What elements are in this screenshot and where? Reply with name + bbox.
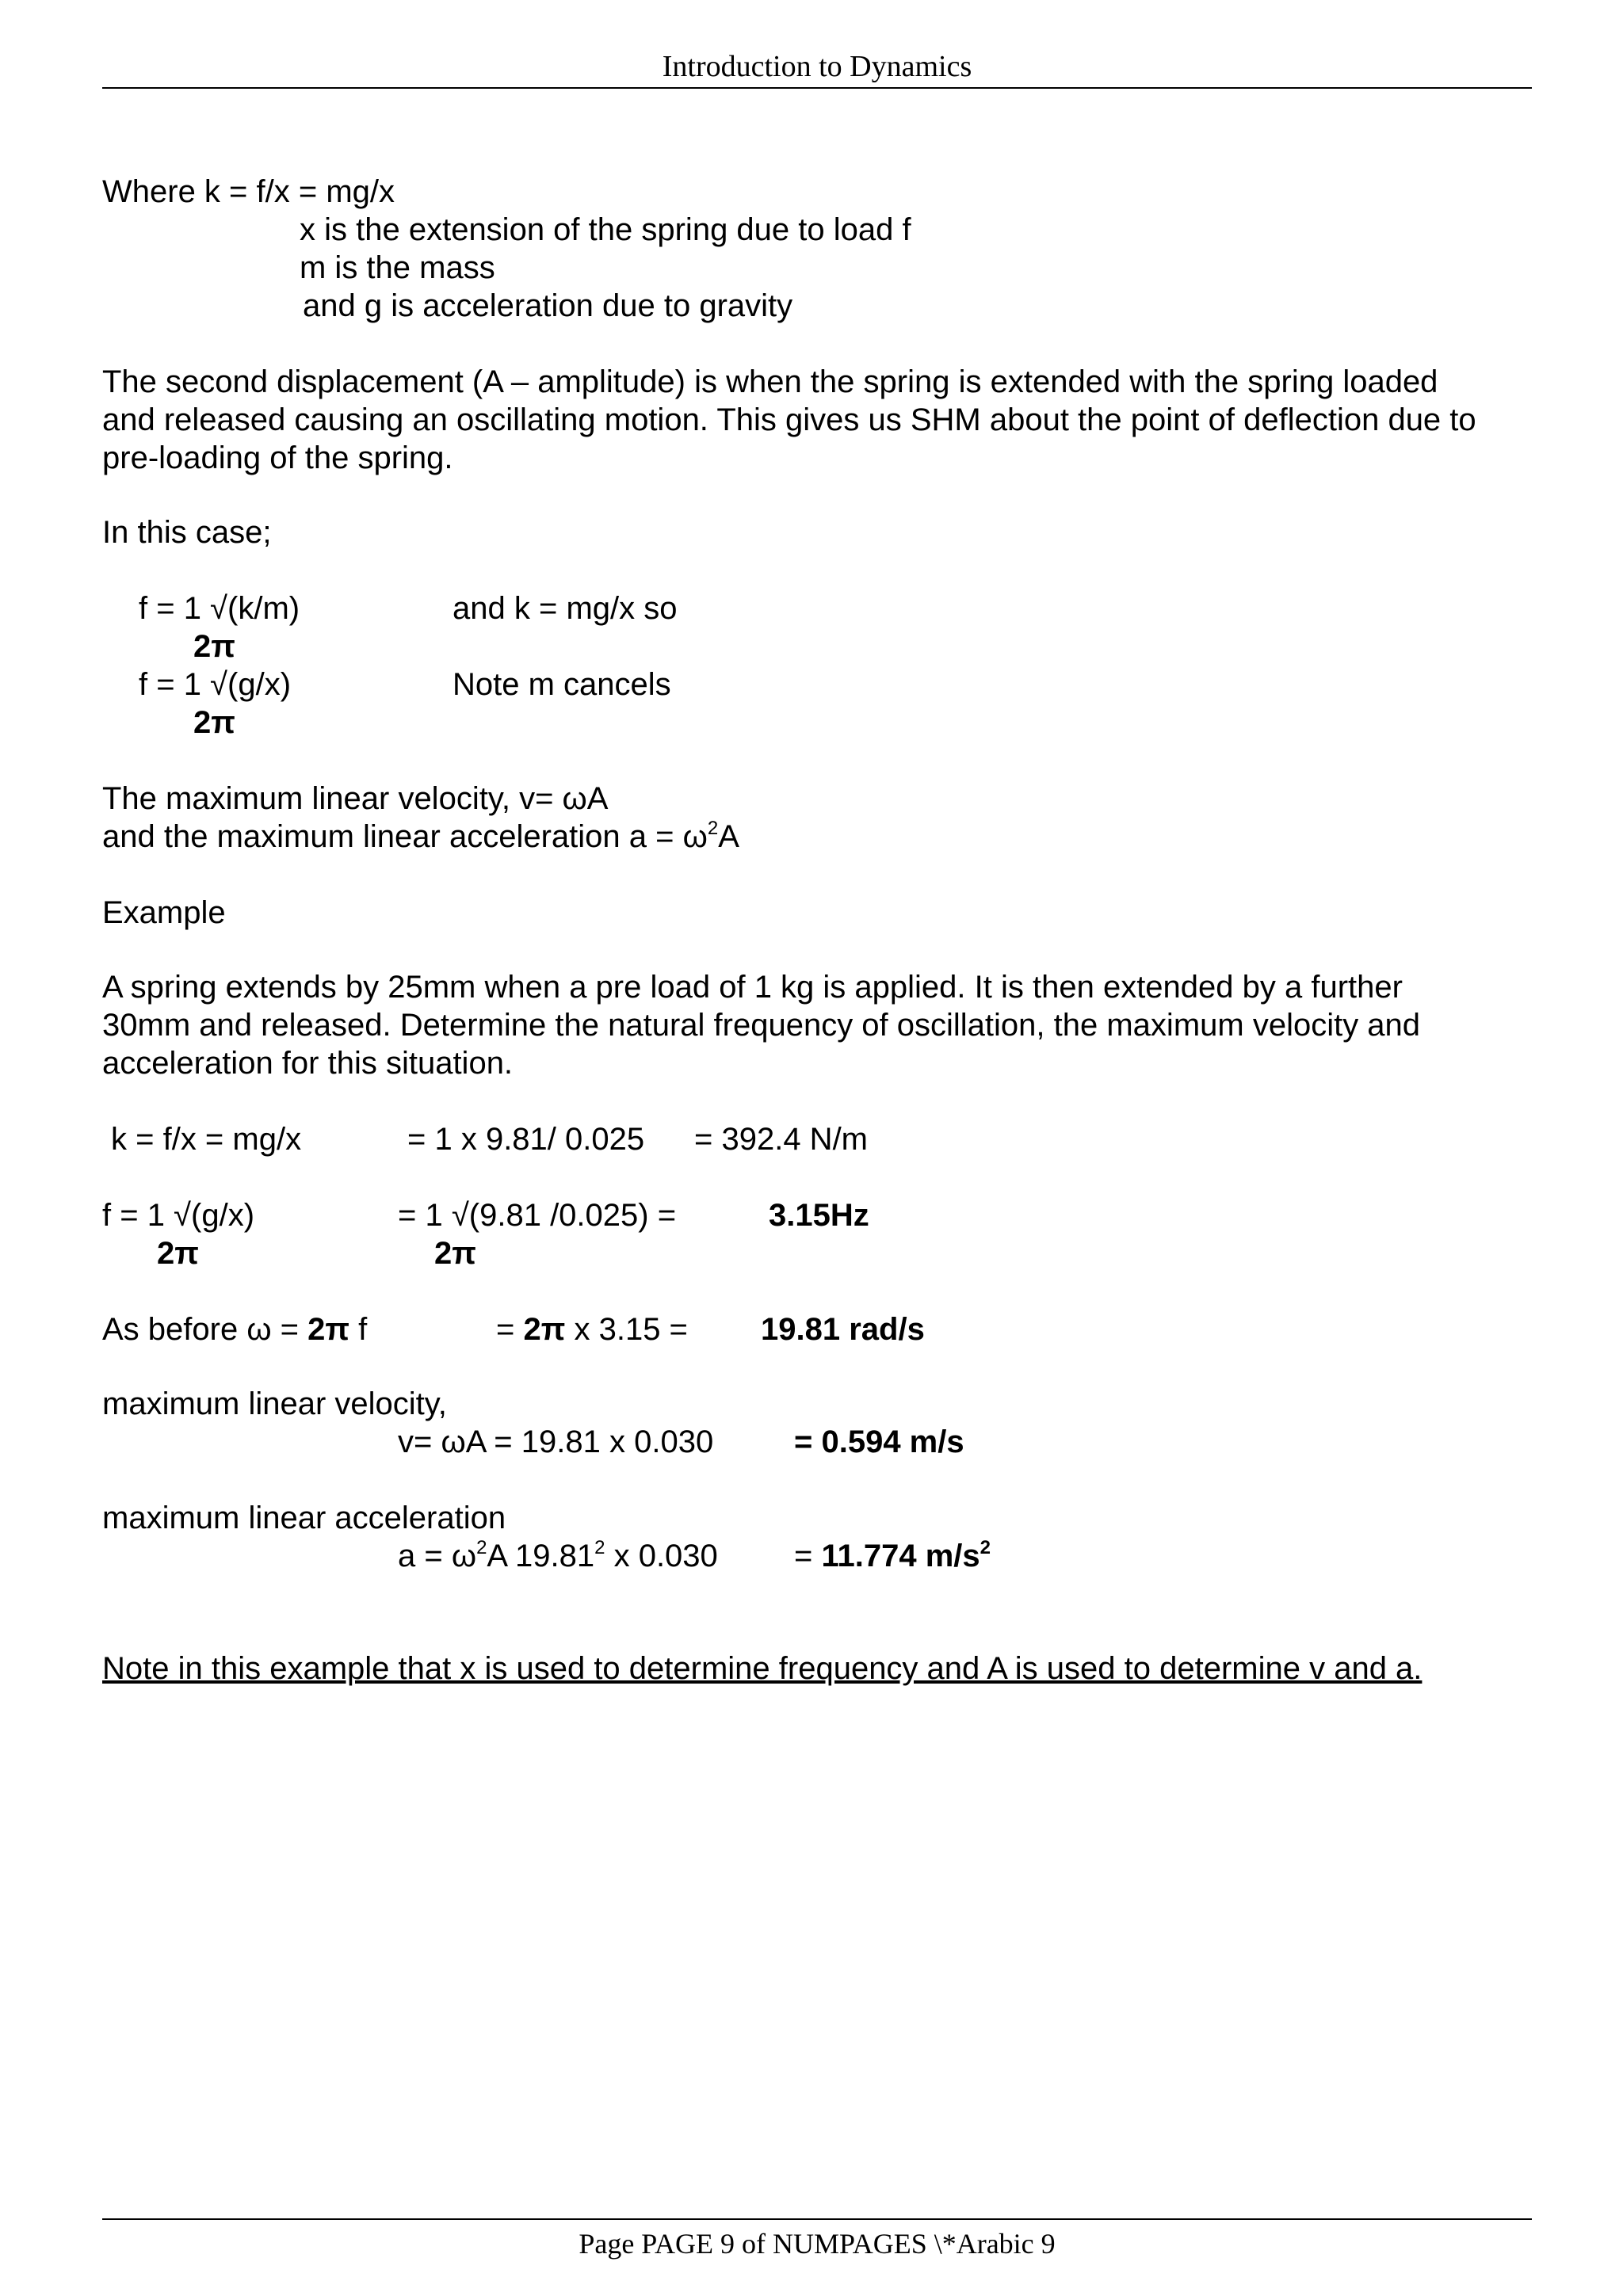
velocity-line: The maximum linear velocity, v= ωA — [102, 781, 609, 816]
two-pi-denominator: 2π — [193, 705, 235, 740]
calc-k-result: = 392.4 N/m — [694, 1122, 869, 1157]
formula-f-gx: f = 1 √(g/x) — [139, 667, 292, 702]
calc-accel-result: = 11.774 $m/s^2$ — [794, 1537, 991, 1573]
acceleration-line: and the maximum linear acceleration $a = \omega^2A$ — [102, 818, 739, 854]
calc-omega: As before ω = 2π f — [102, 1312, 368, 1347]
calc-k-value: = 1 x 9.81/ 0.025 — [407, 1122, 645, 1157]
two-pi-denominator: 2π — [193, 629, 235, 664]
formula-note-k: and k = mg/x so — [453, 591, 678, 626]
calc-velocity-eq: v= ωA = 19.81 x 0.030 — [398, 1425, 714, 1459]
paragraph-line: A spring extends by 25mm when a pre load of 1 kg is applied. It is then extended by a further — [102, 970, 1403, 1005]
paragraph-line: pre-loading of the spring. — [102, 441, 453, 475]
paragraph-displacement — [102, 363, 1537, 477]
calc-omega-value: = 2π x 3.15 = — [496, 1312, 688, 1347]
calc-accel-eq: $a = \omega^2A$ 19.81$^2$ x 0.030 — [398, 1537, 718, 1573]
calc-accel-label: maximum linear acceleration — [102, 1501, 506, 1535]
two-pi-denominator: 2π — [434, 1236, 476, 1271]
paragraph-line: and released causing an oscillating motion. This gives us SHM about the point of deflection due to — [102, 402, 1476, 437]
header-title: Introduction to Dynamics — [662, 50, 972, 83]
example-paragraph — [102, 968, 1537, 1082]
def-line-4: and g is acceleration due to gravity — [303, 288, 793, 323]
page-header — [102, 46, 1532, 89]
def-line-1: Where k = f/x = mg/x — [102, 174, 395, 209]
calc-k: k = f/x = mg/x — [111, 1122, 302, 1157]
paragraph-line: The second displacement (A – amplitude) is when the spring is extended with the spring loaded — [102, 364, 1438, 399]
example-heading: Example — [102, 895, 226, 930]
footer-page-number: Page PAGE 9 of NUMPAGES \*Arabic 9 — [579, 2228, 1056, 2260]
def-line-3: m is the mass — [300, 250, 495, 285]
calc-omega-result: 19.81 rad/s — [761, 1312, 925, 1347]
calc-velocity-label: maximum linear velocity, — [102, 1386, 447, 1421]
note-underlined: Note in this example that x is used to determine frequency and A is used to determine v and a. — [102, 1651, 1423, 1686]
case-intro: In this case; — [102, 515, 272, 550]
paragraph-line: acceleration for this situation. — [102, 1046, 514, 1081]
paragraph-line: 30mm and released. Determine the natural frequency of oscillation, the maximum velocity and — [102, 1008, 1421, 1043]
formula-note-m: Note m cancels — [453, 667, 671, 702]
two-pi-denominator: 2π — [157, 1236, 199, 1271]
page-footer — [102, 2218, 1532, 2263]
formula-f-km: f = 1 √(k/m) — [139, 591, 300, 626]
def-line-2: x is the extension of the spring due to load f — [300, 212, 911, 247]
calc-f-value: = 1 √(9.81 /0.025) = — [398, 1198, 677, 1233]
calc-f-result: 3.15Hz — [769, 1198, 869, 1233]
calc-f: f = 1 √(g/x) — [102, 1198, 255, 1233]
calc-velocity-result: = 0.594 m/s — [794, 1425, 964, 1459]
